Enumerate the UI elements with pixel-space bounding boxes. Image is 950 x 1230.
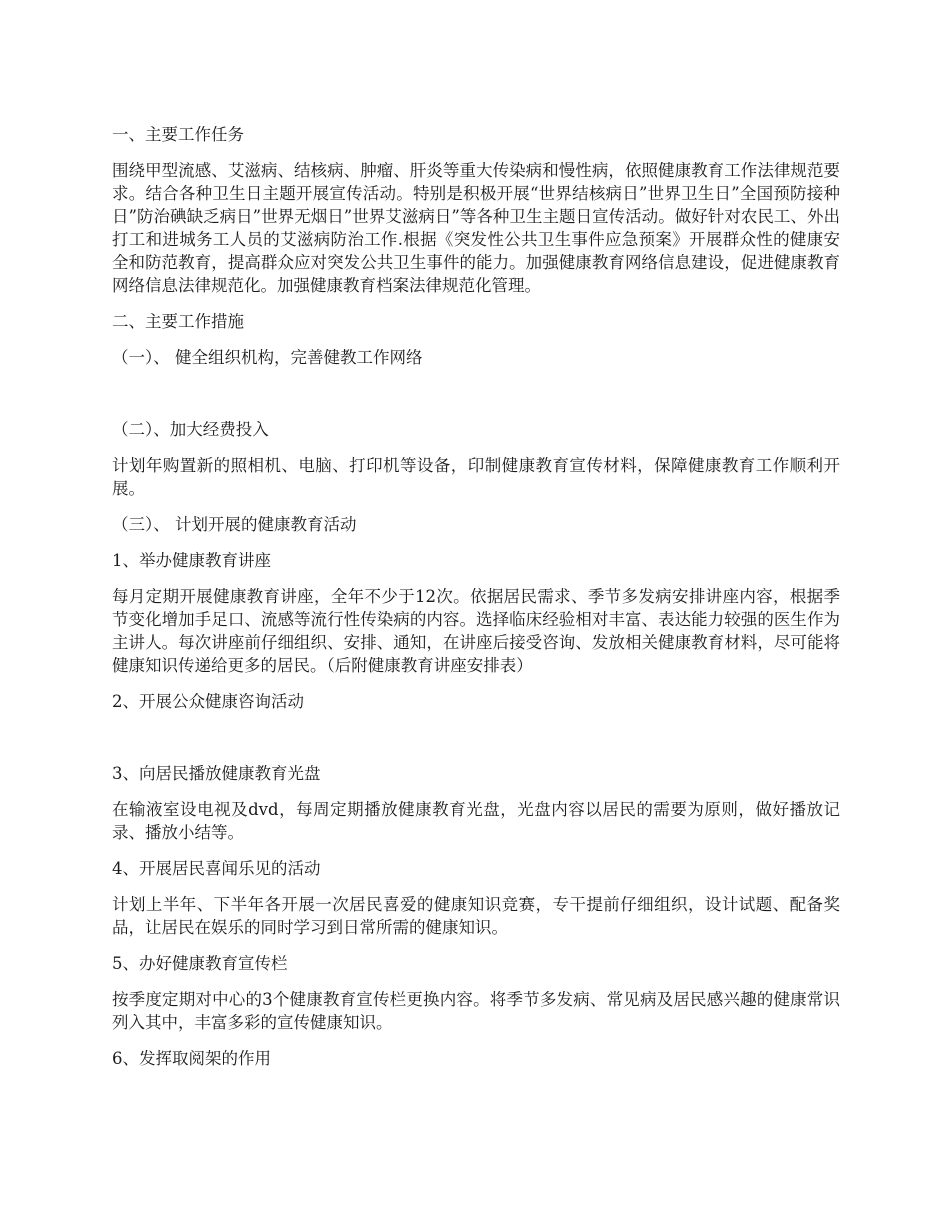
item4-body: 计划上半年、下半年各开展一次居民喜爱的健康知识竞赛，专干提前仔细组织，设计试题、配备奖品，让居民在娱乐的同时学习到日常所需的健康知识。 (112, 895, 840, 937)
item1-title: 1、举办健康教育讲座 (112, 551, 271, 570)
item6-title: 6、发挥取阅架的作用 (112, 1049, 271, 1068)
subsection2-body: 计划年购置新的照相机、电脑、打印机等设备，印制健康教育宣传材料，保障健康教育工作顺利开展。 (112, 456, 840, 498)
item5-title: 5、办好健康教育宣传栏 (112, 954, 288, 973)
subsection1-title: （一）、 健全组织机构，完善健教工作网络 (112, 348, 423, 367)
item3-body: 在输液室设电视及dvd，每周定期播放健康教育光盘，光盘内容以居民的需要为原则，做好播放记录、播放小结等。 (112, 800, 840, 842)
item5-body: 按季度定期对中心的3个健康教育宣传栏更换内容。将季节多发病、常见病及居民感兴趣的健康常识列入其中，丰富多彩的宣传健康知识。 (112, 990, 840, 1032)
section1-body: 围绕甲型流感、艾滋病、结核病、肿瘤、肝炎等重大传染病和慢性病，依照健康教育工作法律规范要求。结合各种卫生日主题开展宣传活动。特别是积极开展“世界结核病日”世界卫生日”全国预防接种日”防治碘缺乏病日”世界无烟日”世界艾滋病日”等各种卫生主题日宣传活动。做好针对农民工、外出打工和进城务工人员的艾滋病防治工作.根据《突发性公共卫生事件应急预案》开展群众性的健康安全和防范教育，提高群众应对突发公共卫生事件的能力。加强健康教育网络信息建设，促进健康教育网络信息法律规范化。加强健康教育档案法律规范化管理。 (112, 161, 840, 295)
document-page (112, 123, 840, 1083)
item3-title: 3、向居民播放健康教育光盘 (112, 764, 321, 783)
subsection2-title: （二）、加大经费投入 (112, 420, 269, 439)
section1-title: 一、主要工作任务 (112, 125, 244, 144)
item2-title: 2、开展公众健康咨询活动 (112, 692, 304, 711)
item4-title: 4、开展居民喜闻乐见的活动 (112, 859, 321, 878)
item1-body: 每月定期开展健康教育讲座，全年不少于12次。依据居民需求、季节多发病安排讲座内容，根据季节变化增加手足口、流感等流行性传染病的内容。选择临床经验相对丰富、表达能力较强的医生作为主讲人。每次讲座前仔细组织、安排、通知，在讲座后接受咨询、发放相关健康教育材料，尽可能将健康知识传递给更多的居民。（后附健康教育讲座安排表） (112, 587, 840, 675)
section2-title: 二、主要工作措施 (112, 312, 244, 331)
subsection3-title: （三）、 计划开展的健康教育活动 (112, 515, 357, 534)
